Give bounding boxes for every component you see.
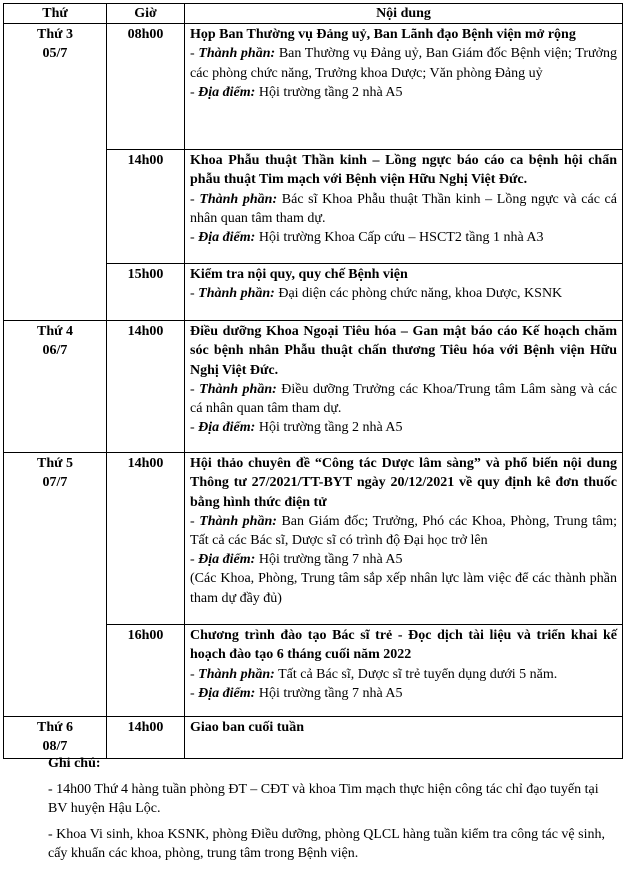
location-text: Hội trường Khoa Cấp cứu – HSCT2 tầng 1 nhà A3 (258, 230, 544, 246)
day-cell (4, 717, 107, 758)
day-cell (4, 24, 107, 321)
header-row (4, 4, 623, 24)
event-content: Hội thảo chuyên đề “Công tác Dược lâm sàng” và phổ biến nội dung Thông tư 27/2021/TT-BYT ngày 20/12/2021 về quy định kê đơn thuốc bằng hình thức điện tử - Thành phần: Ban Giám đốc; Trưởng, Phó các Khoa, Phòng, Trung tâm; Tất cả các Bác sĩ, Dược sĩ có trình độ Đại học trở lên - Địa điểm: Hội trường tầng 7 nhà A5 (Các Khoa, Phòng, Trung tâm sắp xếp nhân lực làm việc để các thành phần tham dự đầy đủ) (185, 453, 623, 625)
location-label: Địa điểm: (198, 84, 256, 100)
event-title: Chương trình đào tạo Bác sĩ trẻ - Đọc dịch tài liệu và triển khai kế hoạch đào tạo 6 tháng cuối năm 2022 (190, 628, 617, 663)
day-date: 05/7 (42, 46, 68, 62)
header-content: Nội dung (185, 4, 623, 24)
day-label: Thứ 5 (36, 456, 74, 472)
day-date: 06/7 (42, 343, 68, 359)
event-content: Kiểm tra nội quy, quy chế Bệnh viện - Thành phần: Đại diện các phòng chức năng, khoa Dược, KSNK (185, 264, 623, 321)
event-title: Kiểm tra nội quy, quy chế Bệnh viện (190, 267, 408, 283)
participants-text: Đại diện các phòng chức năng, khoa Dược, KSNK (278, 286, 563, 302)
participants-text: Tất cả Bác sĩ, Dược sĩ trẻ tuyển dụng dưới 5 năm. (278, 666, 558, 682)
day-date: 07/7 (42, 475, 68, 491)
location-text: Hội trường tầng 2 nhà A5 (258, 84, 403, 100)
event-content: Khoa Phẫu thuật Thần kinh – Lồng ngực báo cáo ca bệnh hội chẩn phẫu thuật Tim mạch với Bệnh viện Hữu Nghị Việt Đức. - Thành phần: Bác sĩ Khoa Phẫu thuật Thần kinh – Lồng ngực và các cá nhân quan tâm tham dự. - Địa điểm: Hội trường Khoa Cấp cứu – HSCT2 tầng 1 nhà A3 (185, 150, 623, 264)
time-cell: 14h00 (107, 453, 185, 625)
time-cell: 16h00 (107, 625, 185, 717)
time-cell: 15h00 (107, 264, 185, 321)
participants-label: Thành phần: (199, 381, 277, 397)
table-row (4, 321, 623, 453)
participants-text: Bác sĩ Khoa Phẫu thuật Thần kinh – Lồng ngực và các cá nhân quan tâm tham dự. (190, 191, 617, 226)
event-title: Điều dưỡng Khoa Ngoại Tiêu hóa – Gan mật báo cáo Kế hoạch chăm sóc bệnh nhân Phẫu thuật chấn thương Tiêu hóa với Bệnh viện Hữu Nghị Việt Đức. (190, 324, 617, 378)
event-note: (Các Khoa, Phòng, Trung tâm sắp xếp nhân lực làm việc để các thành phần tham dự đầy đủ) (190, 571, 617, 606)
event-content (185, 717, 623, 758)
location-label: Địa điểm: (198, 552, 256, 568)
participants-label: Thành phần: (199, 191, 278, 207)
participants-text: Điều dưỡng Trưởng các Khoa/Trung tâm Lâm sàng và các cá nhân quan tâm tham dự. (190, 381, 617, 417)
event-content: Chương trình đào tạo Bác sĩ trẻ - Đọc dịch tài liệu và triển khai kế hoạch đào tạo 6 tháng cuối năm 2022 - Thành phần: Tất cả Bác sĩ, Dược sĩ trẻ tuyển dụng dưới 5 năm. - Địa điểm: Hội trường tầng 7 nhà A5 (185, 625, 623, 717)
header-day: Thứ (4, 4, 107, 24)
table-row (4, 24, 623, 150)
day-date: 08/7 (42, 739, 68, 755)
notes-heading: Ghi chú: (48, 756, 101, 771)
participants-label: Thành phần: (198, 46, 276, 62)
location-text: Hội trường tầng 7 nhà A5 (258, 685, 403, 701)
day-label: Thứ 6 (36, 720, 74, 736)
participants-label: Thành phần: (198, 666, 275, 682)
header-time: Giờ (107, 4, 185, 24)
event-title: Giao ban cuối tuần (190, 720, 304, 736)
event-content: Họp Ban Thường vụ Đảng uỷ, Ban Lãnh đạo Bệnh viện mở rộng - Thành phần: Ban Thường vụ Đảng uỷ, Ban Giám đốc Bệnh viện; Trưởng các phòng chức năng, Trưởng khoa Dược; Văn phòng Đảng uỷ - Địa điểm: Hội trường tầng 2 nhà A5 (185, 24, 623, 150)
location-text: Hội trường tầng 2 nhà A5 (258, 420, 403, 436)
day-label: Thứ 4 (36, 324, 74, 340)
participants-label: Thành phần: (198, 286, 275, 302)
time-cell: 08h00 (107, 24, 185, 150)
event-content: Điều dưỡng Khoa Ngoại Tiêu hóa – Gan mật báo cáo Kế hoạch chăm sóc bệnh nhân Phẫu thuật chấn thương Tiêu hóa với Bệnh viện Hữu Nghị Việt Đức. - Thành phần: Điều dưỡng Trưởng các Khoa/Trung tâm Lâm sàng và các cá nhân quan tâm tham dự. - Địa điểm: Hội trường tầng 2 nhà A5 (185, 321, 623, 453)
location-label: Địa điểm: (198, 685, 256, 701)
time-cell: 14h00 (107, 717, 185, 758)
notes-section (48, 754, 608, 870)
day-cell (4, 321, 107, 453)
participants-label: Thành phần: (199, 513, 277, 529)
table-row (4, 717, 623, 758)
event-title: Họp Ban Thường vụ Đảng uỷ, Ban Lãnh đạo Bệnh viện mở rộng (190, 27, 576, 43)
participants-text: Ban Giám đốc; Trưởng, Phó các Khoa, Phòng, Trung tâm; Tất cả các Bác sĩ, Dược sĩ có trình độ Đại học trở lên (190, 513, 617, 549)
location-label: Địa điểm: (198, 420, 256, 436)
event-title: Hội thảo chuyên đề “Công tác Dược lâm sàng” và phổ biến nội dung Thông tư 27/2021/TT-BYT ngày 20/12/2021 về quy định kê đơn thuốc bằng hình thức điện tử (190, 456, 617, 510)
table-row (4, 453, 623, 625)
time-cell: 14h00 (107, 321, 185, 453)
note-item: - Khoa Vi sinh, khoa KSNK, phòng Điều dưỡng, phòng QLCL hàng tuần kiểm tra công tác vệ sinh, cấy khuẩn các khoa, phòng, trung tâm trong Bệnh viện. (48, 826, 605, 861)
time-cell: 14h00 (107, 150, 185, 264)
event-title: Khoa Phẫu thuật Thần kinh – Lồng ngực báo cáo ca bệnh hội chẩn phẫu thuật Tim mạch với Bệnh viện Hữu Nghị Việt Đức. (190, 153, 617, 188)
location-text: Hội trường tầng 7 nhà A5 (258, 552, 403, 568)
participants-text: Ban Thường vụ Đảng uỷ, Ban Giám đốc Bệnh viện; Trưởng các phòng chức năng, Trưởng khoa Dược; Văn phòng Đảng uỷ (190, 46, 617, 81)
day-cell (4, 453, 107, 717)
note-item: - 14h00 Thứ 4 hàng tuần phòng ĐT – CĐT và khoa Tim mạch thực hiện công tác chỉ đạo tuyến tại BV huyện Hậu Lộc. (48, 781, 599, 816)
day-label: Thứ 3 (36, 27, 74, 43)
schedule-table (3, 3, 623, 759)
location-label: Địa điểm: (198, 230, 256, 246)
